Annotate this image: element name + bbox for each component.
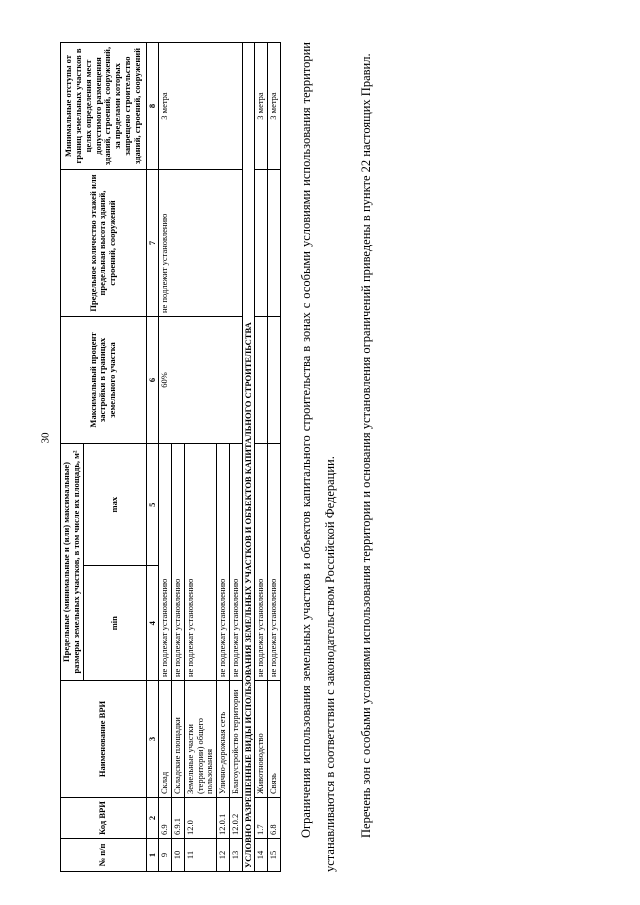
col-number: 2 (146, 798, 159, 839)
row-no: 10 (172, 839, 185, 872)
col-number: 6 (146, 317, 159, 444)
row-setback: 3 метра (159, 43, 242, 170)
col-number: 4 (146, 566, 159, 681)
table-row (268, 43, 281, 872)
row-size: не подлежат установлению (159, 444, 172, 681)
row-name: Складские площадки (172, 681, 185, 798)
row-name: Животноводство (255, 681, 268, 798)
row-name: Склад (159, 681, 172, 798)
page-number: 30 (39, 432, 52, 444)
header-max: max (83, 444, 146, 566)
row-code: 12.0.1 (217, 798, 230, 839)
header-name: Наименование ВРИ (61, 681, 147, 798)
row-size: не подлежат установлению (255, 444, 268, 681)
row-code: 12.0 (184, 798, 216, 839)
section-title: УСЛОВНО РАЗРЕШЕННЫЕ ВИДЫ ИСПОЛЬЗОВАНИЯ ЗЕМЕЛЬНЫХ УЧАСТКОВ И ОБЪЕКТОВ КАПИТАЛЬНОГО СТРОИТЕЛЬСТВА (242, 43, 255, 872)
row-empty (255, 170, 268, 317)
col-number: 7 (146, 170, 159, 317)
row-code: 6.9.1 (172, 798, 185, 839)
row-size: не подлежат установлению (217, 444, 230, 681)
row-pct: 60% (159, 317, 242, 444)
column-number-row (146, 43, 159, 872)
header-sizes: Предельные (минимальные и (или) максимальные) размеры земельных участков, в том числе их площадь, м² (61, 444, 84, 681)
row-name: Земельные участки (территории) общего пользования (184, 681, 216, 798)
col-number: 3 (146, 681, 159, 798)
zones-list-paragraph: Перечень зон с особыми условиями использования территории и основания установления ограничений приведены в пункте 22 настоящих Правил. (358, 53, 373, 838)
header-pct: Максимальный процент застройки в границах земельного участка (61, 317, 147, 444)
row-empty (268, 317, 281, 444)
zoning-parameters-table (60, 42, 281, 872)
row-size: не подлежат установлению (268, 444, 281, 681)
col-number: 5 (146, 444, 159, 566)
header-setback: Минимальные отступы от границ земельных участков в целях определения мест допустимого размещения зданий, строений, сооружений, за пределами которых запрещено строительство зданий, строений, сооружений (61, 43, 147, 170)
row-size: не подлежат установлению (172, 444, 185, 681)
row-empty (255, 317, 268, 444)
row-no: 11 (184, 839, 216, 872)
row-no: 9 (159, 839, 172, 872)
col-number: 8 (146, 43, 159, 170)
row-name: Связь (268, 681, 281, 798)
row-setback: 3 метра (255, 43, 268, 170)
table-row (255, 43, 268, 872)
table-row (159, 43, 172, 872)
row-code: 6.8 (268, 798, 281, 839)
row-code: 12.0.2 (229, 798, 242, 839)
row-floors: не подлежит установлению (159, 170, 242, 317)
row-no: 14 (255, 839, 268, 872)
row-empty (268, 170, 281, 317)
rotated-page-content (60, 42, 605, 872)
restrictions-paragraph: Ограничения использования земельных участков и объектов капитального строительства в зонах с особыми условиями использования территории устанавливаются в соответствии с законодательством Российской Федерации. (298, 42, 337, 872)
row-size: не подлежат установлению (184, 444, 216, 681)
header-floors: Предельное количество этажей или предельная высота зданий, строений, сооружений (61, 170, 147, 317)
row-no: 13 (229, 839, 242, 872)
header-code: Код ВРИ (61, 798, 147, 839)
header-no: № п/п (61, 839, 147, 872)
row-code: 6.9 (159, 798, 172, 839)
row-no: 12 (217, 839, 230, 872)
row-name: Улично-дорожная сеть (217, 681, 230, 798)
col-number: 1 (146, 839, 159, 872)
row-name: Благоустройство территории (229, 681, 242, 798)
row-code: 1.7 (255, 798, 268, 839)
row-no: 15 (268, 839, 281, 872)
header-min: min (83, 566, 146, 681)
section-row (242, 43, 255, 872)
row-size: не подлежат установлению (229, 444, 242, 681)
table-header-row (61, 43, 84, 872)
row-setback: 3 метра (268, 43, 281, 170)
